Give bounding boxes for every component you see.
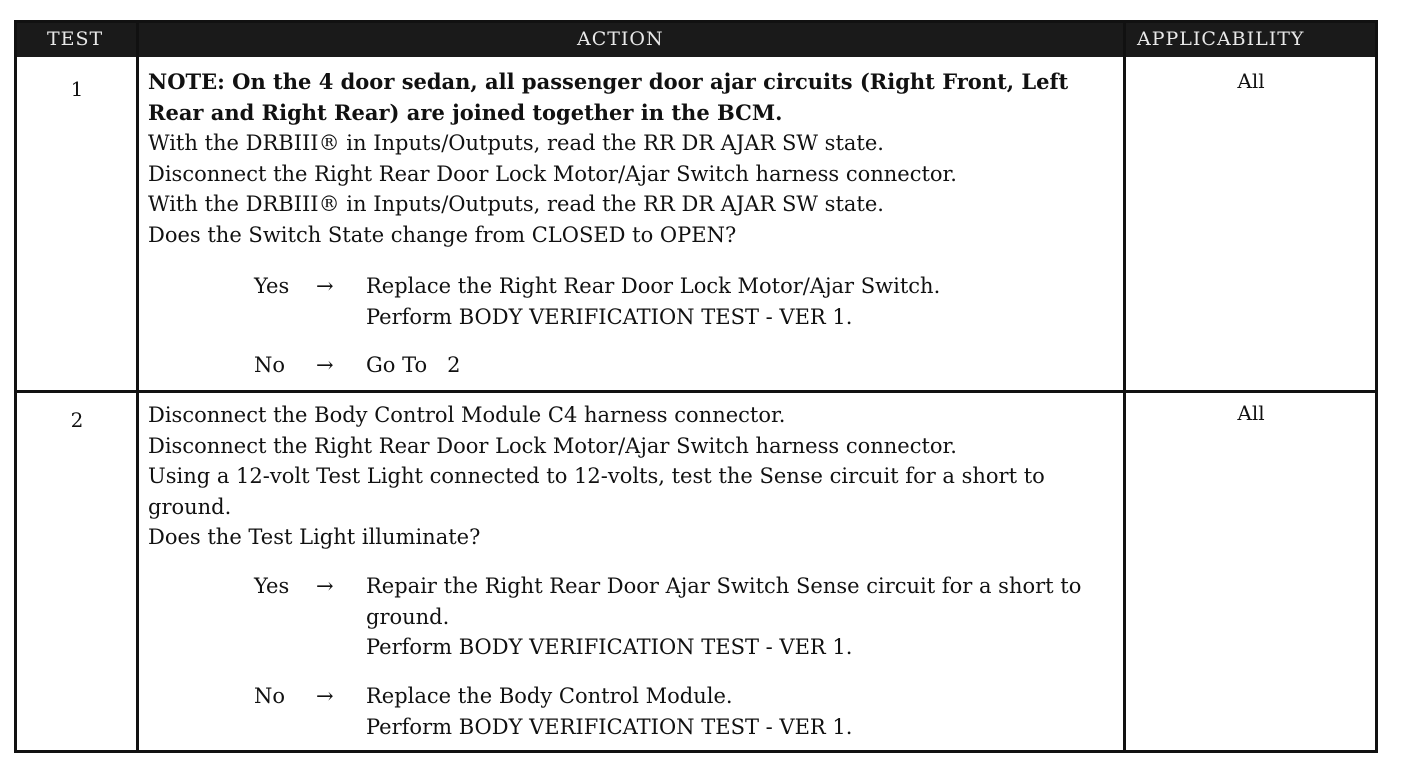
- test-number: 2: [70, 408, 84, 432]
- arrow-icon: →: [316, 274, 334, 298]
- step-text: Using a 12-volt Test Light connected to 12-volts, test the Sense circuit for a short to ground.: [148, 464, 1045, 519]
- step-text: Does the Switch State change from CLOSED to OPEN?: [148, 222, 737, 247]
- row-divider: [17, 390, 1375, 393]
- result-line: Replace the Body Control Module.: [366, 684, 733, 708]
- diagnostic-table: [14, 20, 1378, 753]
- column-divider-1: [136, 23, 139, 750]
- result-line: Perform BODY VERIFICATION TEST - VER 1.: [366, 714, 853, 739]
- no-result: [366, 681, 1126, 742]
- header-test: TEST: [47, 28, 104, 50]
- header-action: ACTION: [577, 28, 664, 50]
- action-text: [148, 400, 1123, 553]
- result-line: Perform BODY VERIFICATION TEST - VER 1.: [366, 304, 853, 329]
- step-text: With the DRBIII® in Inputs/Outputs, read the RR DR AJAR SW state.: [148, 131, 884, 155]
- arrow-icon: →: [316, 353, 334, 377]
- result-line: Perform BODY VERIFICATION TEST - VER 1.: [366, 635, 853, 659]
- applicability-value: All: [1237, 69, 1265, 93]
- step-text: Disconnect the Right Rear Door Lock Motor/Ajar Switch harness connector.: [148, 433, 957, 458]
- action-text: [148, 67, 1123, 250]
- no-label: No: [254, 353, 286, 377]
- step-text: Disconnect the Right Rear Door Lock Motor/Ajar Switch harness connector.: [148, 161, 957, 186]
- table-header: [17, 23, 1375, 57]
- yes-label: Yes: [254, 274, 290, 298]
- yes-result: [366, 271, 1126, 332]
- header-applicability: APPLICABILITY: [1137, 28, 1305, 50]
- result-line: Go To 2: [366, 353, 461, 377]
- result-line: Repair the Right Rear Door Ajar Switch Sense circuit for a short to ground.: [366, 574, 1082, 629]
- no-label: No: [254, 684, 286, 708]
- test-number: 1: [70, 77, 84, 101]
- arrow-icon: →: [316, 574, 334, 598]
- yes-result: [366, 571, 1126, 663]
- yes-label: Yes: [254, 574, 290, 598]
- step-text: Disconnect the Body Control Module C4 harness connector.: [148, 403, 786, 427]
- step-text: Does the Test Light illuminate?: [148, 525, 481, 549]
- result-line: Replace the Right Rear Door Lock Motor/Ajar Switch.: [366, 274, 941, 298]
- applicability-value: All: [1237, 401, 1265, 425]
- step-text: With the DRBIII® in Inputs/Outputs, read the RR DR AJAR SW state.: [148, 192, 884, 216]
- note-text: NOTE: On the 4 door sedan, all passenger door ajar circuits (Right Front, Left Rear and Right Rear) are joined together in the BCM.: [148, 69, 1069, 125]
- arrow-icon: →: [316, 684, 334, 708]
- no-result: [366, 350, 1126, 381]
